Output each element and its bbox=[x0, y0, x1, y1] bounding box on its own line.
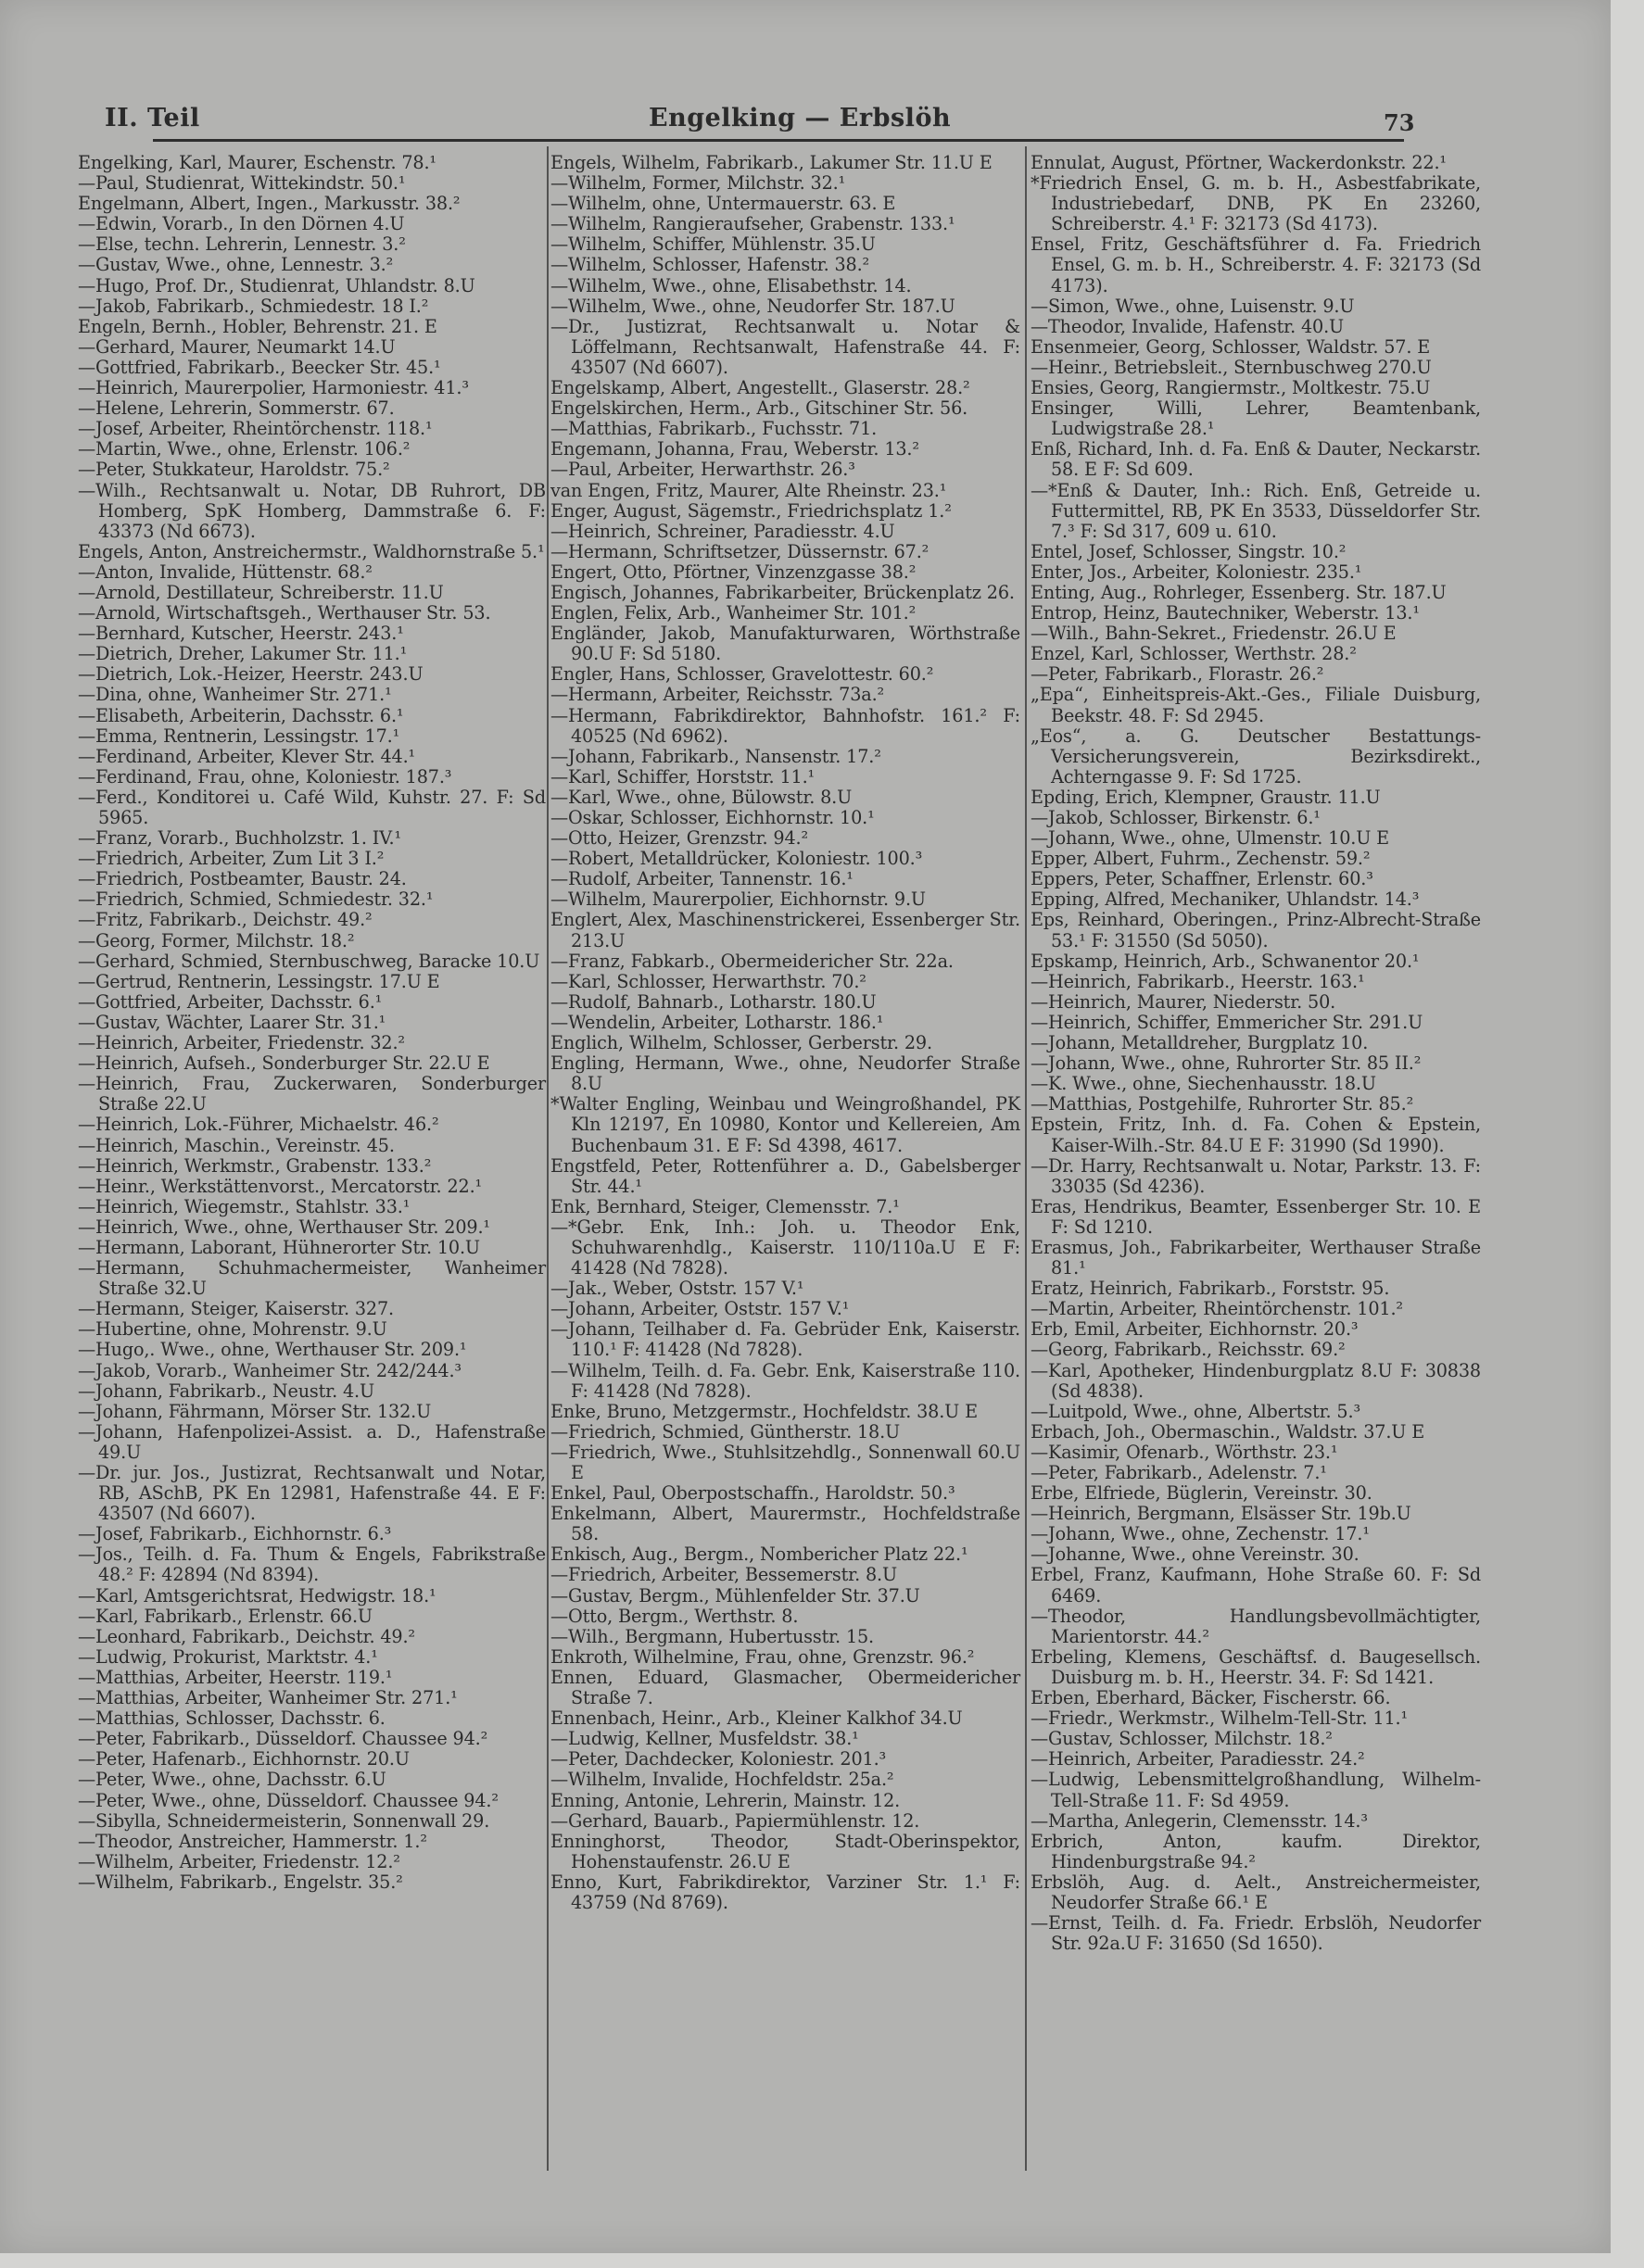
directory-subentry: —Johann, Wwe., ohne, Zechenstr. 17.¹ bbox=[1031, 1523, 1370, 1545]
running-head bbox=[0, 93, 1611, 139]
directory-subentry: —Wilh., Rechtsanwalt u. Notar, DB Ruhrort, DB Homberg, SpK Homberg, Dammstraße 6. F: 43373 (Nd 6673). bbox=[78, 479, 546, 542]
directory-subentry: —Heinrich, Bergmann, Elsässer Str. 19b.U bbox=[1031, 1503, 1411, 1525]
directory-entry: Enke, Bruno, Metzgermstr., Hochfeldstr. 38.U E bbox=[550, 1400, 978, 1422]
directory-subentry: —Heinrich, Arbeiter, Friedenstr. 32.² bbox=[78, 1032, 405, 1054]
directory-subentry: —Gustav, Wächter, Laarer Str. 31.¹ bbox=[78, 1011, 386, 1033]
directory-subentry: —Gottfried, Fabrikarb., Beecker Str. 45.¹ bbox=[78, 356, 441, 378]
directory-subentry: —Edwin, Vorarb., In den Dörnen 4.U bbox=[78, 213, 405, 235]
directory-subentry: —Johann, Hafenpolizei-Assist. a. D., Hafenstraße 49.U bbox=[78, 1420, 546, 1463]
directory-subentry: —Wilhelm, Invalide, Hochfeldstr. 25a.² bbox=[550, 1769, 894, 1791]
directory-entry: Enß, Richard, Inh. d. Fa. Enß & Dauter, Neckarstr. 58. E F: Sd 609. bbox=[1031, 438, 1481, 481]
directory-entry: Enning, Antonie, Lehrerin, Mainstr. 12. bbox=[550, 1789, 901, 1811]
directory-entry: Erbrich, Anton, kaufm. Direktor, Hindenburgstraße 94.² bbox=[1031, 1830, 1481, 1872]
directory-entry: Erbslöh, Aug. d. Aelt., Anstreichermeister, Neudorfer Straße 66.¹ E bbox=[1031, 1871, 1481, 1913]
directory-subentry: —Friedrich, Schmied, Güntherstr. 18.U bbox=[550, 1420, 901, 1443]
directory-subentry: —Peter, Stukkateur, Haroldstr. 75.² bbox=[78, 459, 390, 481]
directory-entry: Ennulat, August, Pförtner, Wackerdonkstr. 22.¹ bbox=[1031, 152, 1447, 173]
directory-subentry: —Dietrich, Lok.-Heizer, Heerstr. 243.U bbox=[78, 663, 424, 686]
directory-entry: Erben, Eberhard, Bäcker, Fischerstr. 66. bbox=[1031, 1687, 1391, 1709]
directory-subentry: —Jos., Teilh. d. Fa. Thum & Engels, Fabrikstraße 48.² F: 42894 (Nd 8394). bbox=[78, 1544, 546, 1586]
directory-entry: Enzel, Karl, Schlosser, Werthstr. 28.² bbox=[1031, 643, 1357, 665]
directory-subentry: —Hermann, Arbeiter, Reichsstr. 73a.² bbox=[550, 684, 885, 706]
column-3 bbox=[1031, 153, 1481, 2173]
directory-subentry: —Heinrich, Wwe., ohne, Werthauser Str. 209.¹ bbox=[78, 1216, 490, 1238]
directory-subentry: —Karl, Schiffer, Horststr. 11.¹ bbox=[550, 765, 816, 788]
directory-subentry: —*Enß & Dauter, Inh.: Rich. Enß, Getreide u. Futtermittel, RB, PK En 3533, Düsseldorfer Str. 7.³ F: Sd 317, 609 u. 610. bbox=[1031, 479, 1481, 542]
directory-subentry: —Ferdinand, Arbeiter, Klever Str. 44.¹ bbox=[78, 745, 416, 767]
directory-subentry: —Matthias, Arbeiter, Wanheimer Str. 271.¹ bbox=[78, 1687, 458, 1709]
directory-entry: *Friedrich Ensel, G. m. b. H., Asbestfabrikate, Industriebedarf, DNB, PK En 23260, Schreiberstr. 4.¹ F: 32173 (Sd 4173). bbox=[1031, 172, 1481, 235]
directory-subentry: —Gerhard, Maurer, Neumarkt 14.U bbox=[78, 335, 396, 358]
directory-entry: Eppers, Peter, Schaffner, Erlenstr. 60.³ bbox=[1031, 868, 1373, 890]
directory-subentry: —Friedr., Werkmstr., Wilhelm-Tell-Str. 11.¹ bbox=[1031, 1707, 1409, 1730]
directory-subentry: —Otto, Heizer, Grenzstr. 94.² bbox=[550, 827, 809, 850]
directory-subentry: —Josef, Fabrikarb., Eichhornstr. 6.³ bbox=[78, 1523, 392, 1545]
directory-subentry: —Hugo, Prof. Dr., Studienrat, Uhlandstr. 8.U bbox=[78, 274, 475, 296]
directory-entry: Erasmus, Joh., Fabrikarbeiter, Werthauser Straße 81.¹ bbox=[1031, 1236, 1481, 1279]
directory-entry: Entel, Josef, Schlosser, Singstr. 10.² bbox=[1031, 540, 1347, 562]
directory-entry: Enk, Bernhard, Steiger, Clemensstr. 7.¹ bbox=[550, 1195, 900, 1217]
directory-subentry: —Georg, Fabrikarb., Reichsstr. 69.² bbox=[1031, 1339, 1346, 1361]
directory-subentry: —Helene, Lehrerin, Sommerstr. 67. bbox=[78, 397, 395, 420]
directory-subentry: —Gerhard, Bauarb., Papiermühlenstr. 12. bbox=[550, 1809, 920, 1832]
directory-subentry: —Ferdinand, Frau, ohne, Koloniestr. 187.³ bbox=[78, 765, 452, 788]
directory-subentry: —Ludwig, Prokurist, Marktstr. 4.¹ bbox=[78, 1645, 378, 1668]
directory-subentry: —Friedrich, Postbeamter, Baustr. 24. bbox=[78, 868, 407, 890]
directory-entry: Erbe, Elfriede, Büglerin, Vereinstr. 30. bbox=[1031, 1482, 1372, 1505]
directory-entry: Ensinger, Willi, Lehrer, Beamtenbank, Ludwigstraße 28.¹ bbox=[1031, 397, 1481, 440]
column-divider bbox=[547, 146, 549, 2171]
directory-entry: Engemann, Johanna, Frau, Weberstr. 13.² bbox=[550, 438, 919, 460]
directory-subentry: —Georg, Former, Milchstr. 18.² bbox=[78, 929, 355, 951]
directory-entry: *Walter Engling, Weinbau und Weingroßhandel, PK Kln 12197, En 10980, Kontor und Kellereien, Am Buchenbaum 31. E F: Sd 4398, 4617. bbox=[550, 1093, 1020, 1156]
directory-subentry: —Wilhelm, Schlosser, Hafenstr. 38.² bbox=[550, 254, 870, 276]
directory-subentry: —Jak., Weber, Oststr. 157 V.¹ bbox=[550, 1278, 804, 1300]
directory-subentry: —Wilhelm, Wwe., ohne, Neudorfer Str. 187.U bbox=[550, 295, 955, 317]
directory-entry: Erbel, Franz, Kaufmann, Hohe Straße 60. F: Sd 6469. bbox=[1031, 1564, 1481, 1606]
header-rule bbox=[153, 139, 1404, 142]
directory-subentry: —Hermann, Schriftsetzer, Düssernstr. 67.² bbox=[550, 540, 929, 562]
directory-subentry: —Dr. jur. Jos., Justizrat, Rechtsanwalt und Notar, RB, ASchB, PK En 12981, Hafenstraße 44. E F: 43507 (Nd 6607). bbox=[78, 1462, 546, 1525]
page-range-title: Engelking — Erbslöh bbox=[649, 104, 952, 132]
directory-subentry: —Emma, Rentnerin, Lessingstr. 17.¹ bbox=[78, 724, 400, 747]
directory-entry: „Epa“, Einheitspreis-Akt.-Ges., Filiale Duisburg, Beekstr. 48. F: Sd 2945. bbox=[1031, 684, 1481, 726]
directory-subentry: —Rudolf, Arbeiter, Tannenstr. 16.¹ bbox=[550, 868, 854, 890]
directory-entry: Entrop, Heinz, Bautechniker, Weberstr. 13.¹ bbox=[1031, 602, 1420, 624]
directory-entry: Enkroth, Wilhelmine, Frau, ohne, Grenzstr. 96.² bbox=[550, 1645, 975, 1668]
directory-entry: Engelking, Karl, Maurer, Eschenstr. 78.¹ bbox=[78, 152, 436, 173]
directory-subentry: —Peter, Fabrikarb., Florastr. 26.² bbox=[1031, 663, 1324, 686]
directory-subentry: —Sibylla, Schneidermeisterin, Sonnenwall 29. bbox=[78, 1809, 490, 1832]
directory-subentry: —Ludwig, Lebensmittelgroßhandlung, Wilhelm-Tell-Straße 11. F: Sd 4959. bbox=[1031, 1769, 1481, 1811]
directory-subentry: —Franz, Vorarb., Buchholzstr. 1. IV.¹ bbox=[78, 827, 402, 850]
directory-subentry: —Josef, Arbeiter, Rheintörchenstr. 118.¹ bbox=[78, 418, 433, 440]
directory-subentry: —Else, techn. Lehrerin, Lennestr. 3.² bbox=[78, 233, 406, 256]
directory-subentry: —K. Wwe., ohne, Siechenhausstr. 18.U bbox=[1031, 1073, 1376, 1095]
directory-subentry: —Wilh., Bergmann, Hubertusstr. 15. bbox=[550, 1625, 875, 1647]
directory-subentry: —Ludwig, Kellner, Musfeldstr. 38.¹ bbox=[550, 1728, 859, 1750]
directory-entry: Ensenmeier, Georg, Schlosser, Waldstr. 57. E bbox=[1031, 335, 1431, 358]
directory-subentry: —Theodor, Handlungsbevollmächtigter, Marientorstr. 44.² bbox=[1031, 1605, 1481, 1647]
directory-subentry: —Wilhelm, ohne, Untermauerstr. 63. E bbox=[550, 193, 896, 215]
directory-subentry: —Wilhelm, Arbeiter, Friedenstr. 12.² bbox=[78, 1850, 400, 1872]
directory-subentry: —Hermann, Schuhmachermeister, Wanheimer Straße 32.U bbox=[78, 1257, 546, 1300]
directory-subentry: —Friedrich, Arbeiter, Zum Lit 3 I.² bbox=[78, 848, 385, 870]
directory-entry: Eras, Hendrikus, Beamter, Essenberger Str. 10. E F: Sd 1210. bbox=[1031, 1195, 1481, 1238]
directory-subentry: —Bernhard, Kutscher, Heerstr. 243.¹ bbox=[78, 623, 404, 645]
directory-subentry: —Jakob, Fabrikarb., Schmiedestr. 18 I.² bbox=[78, 295, 429, 317]
directory-subentry: —Matthias, Arbeiter, Heerstr. 119.¹ bbox=[78, 1666, 393, 1688]
column-1 bbox=[78, 153, 546, 2173]
directory-subentry: —Johann, Metalldreher, Burgplatz 10. bbox=[1031, 1032, 1369, 1054]
directory-subentry: —Hermann, Fabrikdirektor, Bahnhofstr. 161.² F: 40525 (Nd 6962). bbox=[550, 704, 1020, 747]
directory-entry: Epskamp, Heinrich, Arb., Schwanentor 20.¹ bbox=[1031, 950, 1420, 972]
directory-entry: Enting, Aug., Rohrleger, Essenberg. Str. 187.U bbox=[1031, 581, 1447, 603]
directory-subentry: —Heinrich, Frau, Zuckerwaren, Sonderburger Straße 22.U bbox=[78, 1073, 546, 1115]
section-label: II. Teil bbox=[105, 104, 200, 132]
directory-subentry: —Hermann, Laborant, Hühnerorter Str. 10.U bbox=[78, 1236, 480, 1258]
directory-subentry: —Johann, Wwe., ohne, Ulmenstr. 10.U E bbox=[1031, 827, 1390, 850]
directory-subentry: —Heinrich, Schreiner, Paradiesstr. 4.U bbox=[550, 520, 895, 542]
directory-subentry: —Gerhard, Schmied, Sternbuschweg, Baracke 10.U bbox=[78, 950, 540, 972]
directory-subentry: —Matthias, Schlosser, Dachsstr. 6. bbox=[78, 1707, 386, 1730]
directory-entry: Engelmann, Albert, Ingen., Markusstr. 38.² bbox=[78, 193, 461, 215]
directory-subentry: —Paul, Studienrat, Wittekindstr. 50.¹ bbox=[78, 172, 406, 195]
directory-entry: Engeln, Bernh., Hobler, Behrenstr. 21. E bbox=[78, 315, 437, 337]
directory-entry: Engstfeld, Peter, Rottenführer a. D., Gabelsberger Str. 44.¹ bbox=[550, 1154, 1020, 1197]
directory-subentry: —Hugo,. Wwe., ohne, Werthauser Str. 209.¹ bbox=[78, 1339, 467, 1361]
directory-subentry: —Robert, Metalldrücker, Koloniestr. 100.³ bbox=[550, 848, 923, 870]
directory-subentry: —Heinrich, Werkmstr., Grabenstr. 133.² bbox=[78, 1154, 432, 1177]
directory-entry: Englich, Wilhelm, Schlosser, Gerberstr. 29. bbox=[550, 1032, 932, 1054]
directory-subentry: —Karl, Wwe., ohne, Bülowstr. 8.U bbox=[550, 786, 853, 808]
directory-subentry: —Wilhelm, Rangieraufseher, Grabenstr. 133.¹ bbox=[550, 213, 955, 235]
directory-entry: Engisch, Johannes, Fabrikarbeiter, Brückenplatz 26. bbox=[550, 581, 1015, 603]
directory-subentry: —Oskar, Schlosser, Eichhornstr. 10.¹ bbox=[550, 807, 875, 828]
directory-subentry: —Peter, Fabrikarb., Düsseldorf. Chaussee 94.² bbox=[78, 1728, 488, 1750]
directory-entry: Epstein, Fritz, Inh. d. Fa. Cohen & Epstein, Kaiser-Wilh.-Str. 84.U E F: 31990 (Sd 1990). bbox=[1031, 1114, 1481, 1156]
directory-subentry: —Dr., Justizrat, Rechtsanwalt u. Notar & Löffelmann, Rechtsanwalt, Hafenstraße 44. F: 43507 (Nd 6607). bbox=[550, 315, 1020, 378]
directory-subentry: —Dietrich, Dreher, Lakumer Str. 11.¹ bbox=[78, 643, 408, 665]
directory-entry: Epping, Alfred, Mechaniker, Uhlandstr. 14.³ bbox=[1031, 888, 1420, 911]
directory-subentry: —Heinrich, Schiffer, Emmericher Str. 291.U bbox=[1031, 1011, 1423, 1033]
directory-subentry: —Peter, Wwe., ohne, Düsseldorf. Chaussee 94.² bbox=[78, 1789, 499, 1811]
directory-subentry: —Wilhelm, Former, Milchstr. 32.¹ bbox=[550, 172, 846, 195]
directory-subentry: —Heinrich, Arbeiter, Paradiesstr. 24.² bbox=[1031, 1748, 1365, 1770]
directory-subentry: —Wilhelm, Fabrikarb., Engelstr. 35.² bbox=[78, 1871, 403, 1893]
directory-subentry: —*Gebr. Enk, Inh.: Joh. u. Theodor Enk, Schuhwarenhdlg., Kaiserstr. 110/110a.U E F: 41428 (Nd 7828). bbox=[550, 1216, 1020, 1279]
directory-subentry: —Wilh., Bahn-Sekret., Friedenstr. 26.U E bbox=[1031, 623, 1397, 645]
directory-subentry: —Gustav, Wwe., ohne, Lennestr. 3.² bbox=[78, 254, 394, 276]
directory-subentry: —Theodor, Invalide, Hafenstr. 40.U bbox=[1031, 315, 1345, 337]
directory-entry: Engert, Otto, Pförtner, Vinzenzgasse 38.² bbox=[550, 561, 917, 583]
directory-subentry: —Elisabeth, Arbeiterin, Dachsstr. 6.¹ bbox=[78, 704, 404, 726]
directory-subentry: —Johann, Fabrikarb., Neustr. 4.U bbox=[78, 1380, 374, 1402]
directory-subentry: —Martin, Arbeiter, Rheintörchenstr. 101.² bbox=[1031, 1298, 1403, 1320]
directory-subentry: —Fritz, Fabrikarb., Deichstr. 49.² bbox=[78, 909, 373, 931]
directory-subentry: —Dr. Harry, Rechtsanwalt u. Notar, Parkstr. 13. F: 33035 (Sd 4236). bbox=[1031, 1154, 1481, 1197]
directory-subentry: —Friedrich, Wwe., Stuhlsitzehdlg., Sonnenwall 60.U E bbox=[550, 1441, 1020, 1483]
directory-subentry: —Jakob, Schlosser, Birkenstr. 6.¹ bbox=[1031, 807, 1321, 828]
directory-subentry: —Heinr., Werkstättenvorst., Mercatorstr. 22.¹ bbox=[78, 1175, 483, 1197]
directory-subentry: —Gertrud, Rentnerin, Lessingstr. 17.U E bbox=[78, 970, 440, 992]
directory-subentry: —Friedrich, Schmied, Schmiedestr. 32.¹ bbox=[78, 888, 434, 911]
directory-subentry: —Gottfried, Arbeiter, Dachsstr. 6.¹ bbox=[78, 990, 383, 1013]
directory-subentry: —Gustav, Schlosser, Milchstr. 18.² bbox=[1031, 1728, 1333, 1750]
directory-entry: „Eos“, a. G. Deutscher Bestattungs-Versicherungsverein, Bezirksdirekt., Achterngasse 9. F: Sd 1725. bbox=[1031, 724, 1481, 788]
directory-subentry: —Kasimir, Ofenarb., Wörthstr. 23.¹ bbox=[1031, 1441, 1338, 1463]
directory-subentry: —Johann, Fabrikarb., Nansenstr. 17.² bbox=[550, 745, 881, 767]
directory-subentry: —Wendelin, Arbeiter, Lotharstr. 186.¹ bbox=[550, 1011, 884, 1033]
directory-subentry: —Paul, Arbeiter, Herwarthstr. 26.³ bbox=[550, 459, 855, 481]
directory-subentry: —Karl, Schlosser, Herwarthstr. 70.² bbox=[550, 970, 866, 992]
directory-subentry: —Rudolf, Bahnarb., Lotharstr. 180.U bbox=[550, 990, 877, 1013]
directory-entry: Ennenbach, Heinr., Arb., Kleiner Kalkhof 34.U bbox=[550, 1707, 963, 1730]
directory-subentry: —Heinrich, Maschin., Vereinstr. 45. bbox=[78, 1134, 395, 1156]
directory-subentry: —Ernst, Teilh. d. Fa. Friedr. Erbslöh, Neudorfer Str. 92a.U F: 31650 (Sd 1650). bbox=[1031, 1912, 1481, 1955]
directory-subentry: —Luitpold, Wwe., ohne, Albertstr. 5.³ bbox=[1031, 1400, 1360, 1422]
directory-entry: Enninghorst, Theodor, Stadt-Oberinspektor, Hohenstaufenstr. 26.U E bbox=[550, 1830, 1020, 1872]
directory-subentry: —Martin, Wwe., ohne, Erlenstr. 106.² bbox=[78, 438, 411, 460]
directory-entry: Engels, Anton, Anstreichermstr., Waldhornstraße 5.¹ bbox=[78, 540, 545, 562]
directory-subentry: —Johann, Arbeiter, Oststr. 157 V.¹ bbox=[550, 1298, 850, 1320]
directory-subentry: —Johann, Teilhaber d. Fa. Gebrüder Enk, Kaiserstr. 110.¹ F: 41428 (Nd 7828). bbox=[550, 1318, 1020, 1361]
directory-subentry: —Friedrich, Arbeiter, Bessemerstr. 8.U bbox=[550, 1564, 898, 1586]
directory-entry: Epding, Erich, Klempner, Graustr. 11.U bbox=[1031, 786, 1381, 808]
directory-subentry: —Jakob, Vorarb., Wanheimer Str. 242/244.³ bbox=[78, 1359, 462, 1381]
directory-subentry: —Johanne, Wwe., ohne Vereinstr. 30. bbox=[1031, 1544, 1359, 1566]
directory-subentry: —Wilhelm, Teilh. d. Fa. Gebr. Enk, Kaiserstraße 110. F: 41428 (Nd 7828). bbox=[550, 1359, 1020, 1402]
directory-subentry: —Hermann, Steiger, Kaiserstr. 327. bbox=[78, 1298, 394, 1320]
directory-entry: Eps, Reinhard, Oberingen., Prinz-Albrecht-Straße 53.¹ F: 31550 (Sd 5050). bbox=[1031, 909, 1481, 951]
directory-subentry: —Leonhard, Fabrikarb., Deichstr. 49.² bbox=[78, 1625, 415, 1647]
directory-entry: Enger, August, Sägemstr., Friedrichsplatz 1.² bbox=[550, 499, 952, 522]
directory-subentry: —Arnold, Wirtschaftsgeh., Werthauser Str. 53. bbox=[78, 602, 491, 624]
directory-entry: Enkel, Paul, Oberpostschaffn., Haroldstr. 50.³ bbox=[550, 1482, 955, 1505]
page-number: 73 bbox=[1384, 109, 1415, 136]
directory-entry: Epper, Albert, Fuhrm., Zechenstr. 59.² bbox=[1031, 848, 1371, 870]
directory-entry: Engelskirchen, Herm., Arb., Gitschiner Str. 56. bbox=[550, 397, 968, 420]
directory-subentry: —Wilhelm, Schiffer, Mühlenstr. 35.U bbox=[550, 233, 876, 256]
directory-entry: Eratz, Heinrich, Fabrikarb., Forststr. 95. bbox=[1031, 1278, 1390, 1300]
directory-entry: Engels, Wilhelm, Fabrikarb., Lakumer Str. 11.U E bbox=[550, 152, 993, 173]
directory-subentry: —Heinrich, Maurerpolier, Harmoniestr. 41.³ bbox=[78, 377, 469, 399]
directory-subentry: —Karl, Apotheker, Hindenburgplatz 8.U F: 30838 (Sd 4838). bbox=[1031, 1359, 1481, 1402]
directory-subentry: —Heinr., Betriebsleit., Sternbuschweg 270.U bbox=[1031, 356, 1432, 378]
directory-subentry: —Arnold, Destillateur, Schreiberstr. 11.U bbox=[78, 581, 444, 603]
directory-subentry: —Franz, Fabkarb., Obermeidericher Str. 22a. bbox=[550, 950, 954, 972]
directory-entry: Engling, Hermann, Wwe., ohne, Neudorfer Straße 8.U bbox=[550, 1052, 1020, 1095]
directory-subentry: —Heinrich, Wiegemstr., Stahlstr. 33.¹ bbox=[78, 1195, 411, 1217]
directory-subentry: —Johann, Fährmann, Mörser Str. 132.U bbox=[78, 1400, 432, 1422]
directory-subentry: —Wilhelm, Wwe., ohne, Elisabethstr. 14. bbox=[550, 274, 912, 296]
directory-subentry: —Anton, Invalide, Hüttenstr. 68.² bbox=[78, 561, 373, 583]
directory-subentry: —Theodor, Anstreicher, Hammerstr. 1.² bbox=[78, 1830, 427, 1852]
directory-subentry: —Peter, Wwe., ohne, Dachsstr. 6.U bbox=[78, 1769, 386, 1791]
directory-entry: Enno, Kurt, Fabrikdirektor, Varziner Str. 1.¹ F: 43759 (Nd 8769). bbox=[550, 1871, 1020, 1913]
column-2 bbox=[550, 153, 1020, 2173]
directory-subentry: —Karl, Fabrikarb., Erlenstr. 66.U bbox=[78, 1605, 373, 1627]
directory-entry: Enter, Jos., Arbeiter, Koloniestr. 235.¹ bbox=[1031, 561, 1362, 583]
directory-subentry: —Otto, Bergm., Werthstr. 8. bbox=[550, 1605, 799, 1627]
directory-subentry: —Hubertine, ohne, Mohrenstr. 9.U bbox=[78, 1318, 387, 1341]
directory-entry: van Engen, Fritz, Maurer, Alte Rheinstr. 23.¹ bbox=[550, 479, 947, 501]
directory-entry: Erbeling, Klemens, Geschäftsf. d. Baugesellsch. Duisburg m. b. H., Heerstr. 34. F: Sd 1421. bbox=[1031, 1645, 1481, 1688]
directory-subentry: —Peter, Hafenarb., Eichhornstr. 20.U bbox=[78, 1748, 410, 1770]
directory-subentry: —Matthias, Fabrikarb., Fuchsstr. 71. bbox=[550, 418, 878, 440]
directory-subentry: —Johann, Wwe., ohne, Ruhrorter Str. 85 II.² bbox=[1031, 1052, 1422, 1075]
directory-subentry: —Heinrich, Aufseh., Sonderburger Str. 22.U E bbox=[78, 1052, 490, 1075]
directory-entry: Engländer, Jakob, Manufakturwaren, Wörthstraße 90.U F: Sd 5180. bbox=[550, 623, 1020, 665]
directory-subentry: —Karl, Amtsgerichtsrat, Hedwigstr. 18.¹ bbox=[78, 1584, 436, 1606]
directory-entry: Ennen, Eduard, Glasmacher, Obermeidericher Straße 7. bbox=[550, 1666, 1020, 1709]
directory-entry: Erb, Emil, Arbeiter, Eichhornstr. 20.³ bbox=[1031, 1318, 1359, 1341]
directory-subentry: —Simon, Wwe., ohne, Luisenstr. 9.U bbox=[1031, 295, 1355, 317]
directory-subentry: —Heinrich, Maurer, Niederstr. 50. bbox=[1031, 990, 1336, 1013]
directory-subentry: —Ferd., Konditorei u. Café Wild, Kuhstr. 27. F: Sd 5965. bbox=[78, 786, 546, 828]
directory-subentry: —Martha, Anlegerin, Clemensstr. 14.³ bbox=[1031, 1809, 1368, 1832]
directory-entry: Englen, Felix, Arb., Wanheimer Str. 101.² bbox=[550, 602, 917, 624]
directory-entry: Ensel, Fritz, Geschäftsführer d. Fa. Friedrich Ensel, G. m. b. H., Schreiberstr. 4. F: 32173 (Sd 4173). bbox=[1031, 233, 1481, 296]
column-divider bbox=[1025, 146, 1027, 2171]
directory-entry: Englert, Alex, Maschinenstrickerei, Essenberger Str. 213.U bbox=[550, 909, 1020, 951]
directory-subentry: —Heinrich, Lok.-Führer, Michaelstr. 46.² bbox=[78, 1114, 439, 1136]
directory-entry: Engler, Hans, Schlosser, Gravelottestr. 60.² bbox=[550, 663, 934, 686]
directory-entry: Enkelmann, Albert, Maurermstr., Hochfeldstraße 58. bbox=[550, 1503, 1020, 1545]
directory-entry: Ensies, Georg, Rangiermstr., Moltkestr. 75.U bbox=[1031, 377, 1431, 399]
directory-entry: Engelskamp, Albert, Angestellt., Glaserstr. 28.² bbox=[550, 377, 970, 399]
directory-subentry: —Peter, Fabrikarb., Adelenstr. 7.¹ bbox=[1031, 1462, 1327, 1483]
directory-subentry: —Gustav, Bergm., Mühlenfelder Str. 37.U bbox=[550, 1584, 920, 1606]
directory-subentry: —Peter, Dachdecker, Koloniestr. 201.³ bbox=[550, 1748, 887, 1770]
directory-subentry: —Dina, ohne, Wanheimer Str. 271.¹ bbox=[78, 684, 392, 706]
directory-subentry: —Heinrich, Fabrikarb., Heerstr. 163.¹ bbox=[1031, 970, 1365, 992]
directory-subentry: —Matthias, Postgehilfe, Ruhrorter Str. 85.² bbox=[1031, 1093, 1414, 1115]
directory-entry: Enkisch, Aug., Bergm., Nombericher Platz 22.¹ bbox=[550, 1544, 968, 1566]
directory-subentry: —Wilhelm, Maurerpolier, Eichhornstr. 9.U bbox=[550, 888, 926, 911]
directory-entry: Erbach, Joh., Obermaschin., Waldstr. 37.U E bbox=[1031, 1420, 1425, 1443]
